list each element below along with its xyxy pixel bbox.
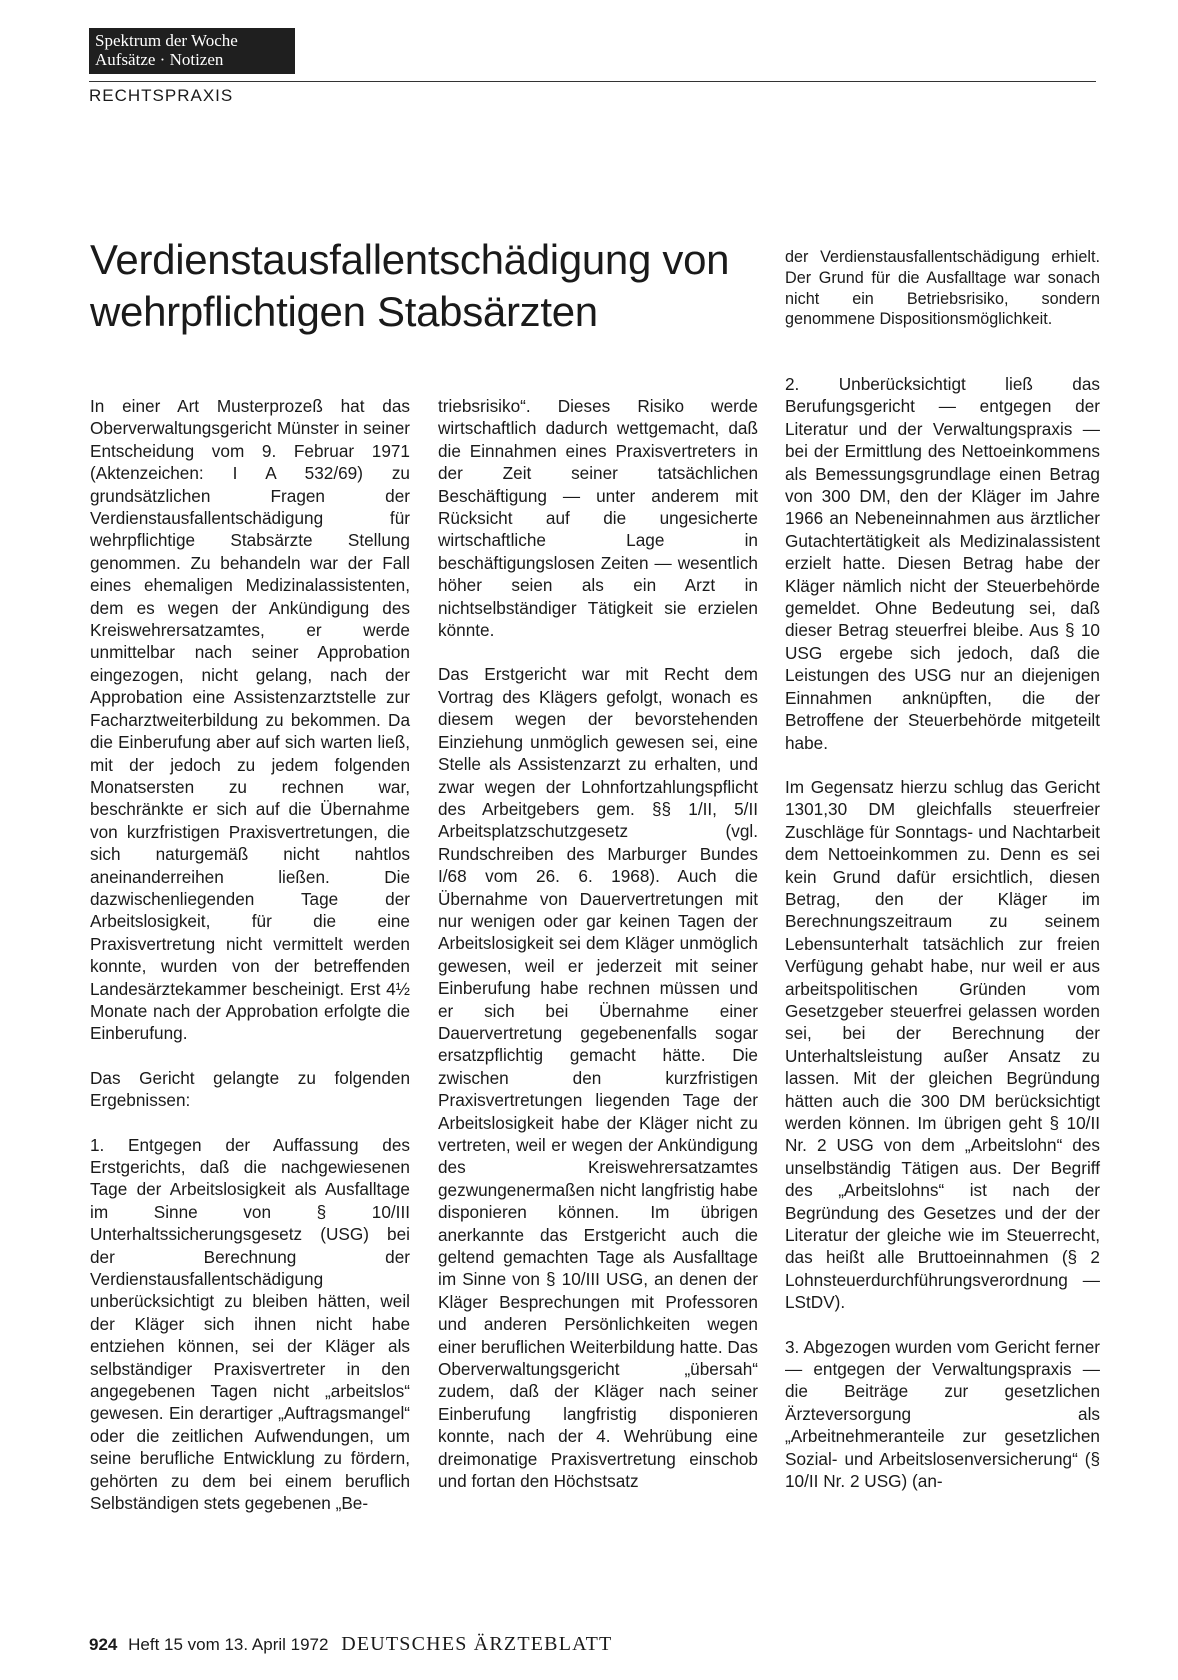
header-divider	[89, 81, 1096, 82]
header-line-2: Aufsätze · Notizen	[95, 50, 224, 69]
paragraph: 2. Unberücksichtigt ließ das Berufungsgericht — entgegen der Literatur und der Verwaltungspraxis — bei der Ermittlung des Nettoeinkommens als Bemessungsgrundlage einen Betrag von 300 DM, den der Kläger im Jahre 1966 an Nebeneinnahmen aus ärztlicher Gutachtertätigkeit als Medizinalassistent erzielt hatte. Diesen Betrag habe der Kläger nämlich nicht der Steuerbehörde gemeldet. Ohne Bedeutung sei, daß dieser Betrag steuerfrei bleibe. Aus § 10 USG ergebe sich jedoch, daß die Leistungen des USG nur an diejenigen Einnahmen anknüpften, die der Betroffene der Steuerbehörde mitgeteilt habe.	[785, 374, 1100, 753]
section-header-box	[89, 28, 295, 74]
header-line-1: Spektrum der Woche	[95, 31, 238, 50]
section-label: RECHTSPRAXIS	[89, 86, 234, 105]
issue-info: Heft 15 vom 13. April 1972	[128, 1635, 329, 1654]
paragraph: triebsrisiko“. Dieses Risiko werde wirtschaftlich dadurch wettgemacht, daß die Einnahmen eines Praxisvertreters in der Zeit seiner tatsächlichen Beschäftigung — unter anderem mit Rücksicht auf die ungesicherte wirtschaftliche Lage in beschäftigungslosen Zeiten — wesentlich höher seien als ein Arzt in nichtselbständiger Tätigkeit sie erzielen könnte.	[438, 396, 758, 641]
text-column-2	[438, 395, 758, 1515]
paragraph: Das Erstgericht war mit Recht dem Vortrag des Klägers gefolgt, wonach es diesem wegen der bevorstehenden Einziehung unmöglich gewesen sei, eine Stelle als Assistenzarzt zu erhalten, und zwar wegen der Lohnfortzahlungspflicht des Arbeitgebers gem. §§ 1/II, 5/II Arbeitsplatzschutzgesetz (vgl. Rundschreiben des Marburger Bundes I/68 vom 26. 6. 1968). Auch die Übernahme von Dauervertretungen mit nur wenigen oder gar keinen Tagen der Arbeitslosigkeit sei dem Kläger unmöglich gewesen, weil er jederzeit mit seiner Einberufung habe rechnen müssen und er sich bei Übernahme einer Dauervertretung gegebenenfalls sogar ersatzpflichtig gemacht hätte. Die zwischen den kurzfristigen Praxisvertretungen liegenden Tage der Arbeitslosigkeit habe der Kläger nicht zu vertreten, weil er wegen der Ankündigung des Kreiswehrersatzamtes gezwungenermaßen nicht langfristig habe disponieren können. Im übrigen anerkannte das Erstgericht auch die geltend gemachten Tage als Ausfalltage im Sinne von § 10/III USG, an denen der Kläger Besprechungen mit Professoren und anderen Persönlichkeiten wegen einer beruflichen Weiterbildung hatte. Das Oberverwaltungsgericht „übersah“ zudem, daß der Kläger nach seiner Einberufung langfristig disponieren konnte, nach der 4. Wehrübung eine dreimonatige Praxisvertretung einschob und fortan den Höchstsatz	[438, 664, 758, 1492]
paragraph: Das Gericht gelangte zu folgenden Ergebnissen:	[90, 1067, 410, 1111]
paragraph: In einer Art Musterprozeß hat das Oberverwaltungsgericht Münster in seiner Entscheidung vom 9. Februar 1971 (Aktenzeichen: I A 532/69) zu grundsätzlichen Fragen der Verdienstausfallentschädigung für wehrpflichtige Stabsärzte Stellung genommen. Zu behandeln war der Fall eines ehemaligen Medizinalassistenten, dem es wegen der Ankündigung des Kreiswehrersatzamtes, er werde unmittelbar nach seiner Approbation eingezogen, nicht gelang, nach der Approbation eine Assistenzarztstelle zur Facharztweiterbildung zu bekommen. Da die Einberufung aber auf sich warten ließ, mit der jedoch zu jedem folgenden Monatsersten zu rechnen war, beschränkte er sich auf die Übernahme von kurzfristigen Praxisvertretungen, die sich naturgemäß nicht nahtlos aneinanderreihen ließen. Die dazwischenliegenden Tage der Arbeitslosigkeit, für die eine Praxisvertretung nicht vermittelt werden konnte, wurden von der betreffenden Landesärztekammer bescheinigt. Erst 4½ Monate nach der Approbation erfolgte die Einberufung.	[90, 396, 410, 1044]
paragraph: 3. Abgezogen wurden vom Gericht ferner — entgegen der Verwaltungspraxis — die Beiträge zur gesetzlichen Ärzteversorgung als „Arbeitnehmeranteile zur gesetzlichen Sozial- und Arbeitslosenversicherung“ (§ 10/II Nr. 2 USG) (an-	[785, 1336, 1100, 1492]
text-column-1	[90, 395, 410, 1537]
article-title: Verdienstausfallentschädigung von wehrpflichtigen Stabsärzten	[90, 236, 730, 335]
intro-text: der Verdienstausfallentschädigung erhielt. Der Grund für die Ausfalltage war sonach nicht ein Betriebsrisiko, sondern genommene Dispositionsmöglichkeit.	[785, 248, 1100, 329]
paragraph: 1. Entgegen der Auffassung des Erstgerichts, daß die nachgewiesenen Tage der Arbeitslosigkeit als Ausfalltage im Sinne von § 10/III Unterhaltssicherungsgesetz (USG) bei der Berechnung der Verdienstausfallentschädigung unberücksichtigt zu bleiben hätten, weil der Kläger sich ihnen nicht habe entziehen können, sei der Kläger als selbständiger Praxisvertreter in den angegebenen Tagen nicht „arbeitslos“ gewesen. Ein derartiger „Auftragsmangel“ oder die zeitlichen Aufwendungen, um seine berufliche Entwicklung zu fördern, gehörten zu dem bei einem beruflich Selbständigen stets gegebenen „Be-	[90, 1134, 410, 1514]
paragraph: Im Gegensatz hierzu schlug das Gericht 1301,30 DM gleichfalls steuerfreier Zuschläge für Sonntags- und Nachtarbeit dem Nettoeinkommen zu. Denn es sei kein Grund dafür ersichtlich, diesen Betrag, den der Kläger im Berechnungszeitraum zu seinem Lebensunterhalt tatsächlich zur freien Verfügung gehabt habe, nur weil er aus arbeitspolitischen Gründen vom Gesetzgeber steuerfrei gelassen worden sei, bei der Berechnung der Unterhaltsleistung außer Ansatz zu lassen. Mit der gleichen Begründung hätten auch die 300 DM berücksichtigt werden können. Im übrigen geht § 10/II Nr. 2 USG von dem „Arbeitslohn“ des unselbständig Tätigen aus. Der Begriff des „Arbeitslohns“ ist nach der Begründung des Gesetzes und der der Literatur der gleiche wie im Steuerrecht, das heißt alle Bruttoeinnahmen (§ 2 Lohnsteuerdurchführungsverordnung — LStDV).	[785, 776, 1100, 1313]
text-column-3	[785, 373, 1100, 1515]
page-footer	[89, 1633, 612, 1656]
journal-masthead: DEUTSCHES ÄRZTEBLATT	[341, 1633, 613, 1655]
page-number: 924	[89, 1635, 118, 1654]
